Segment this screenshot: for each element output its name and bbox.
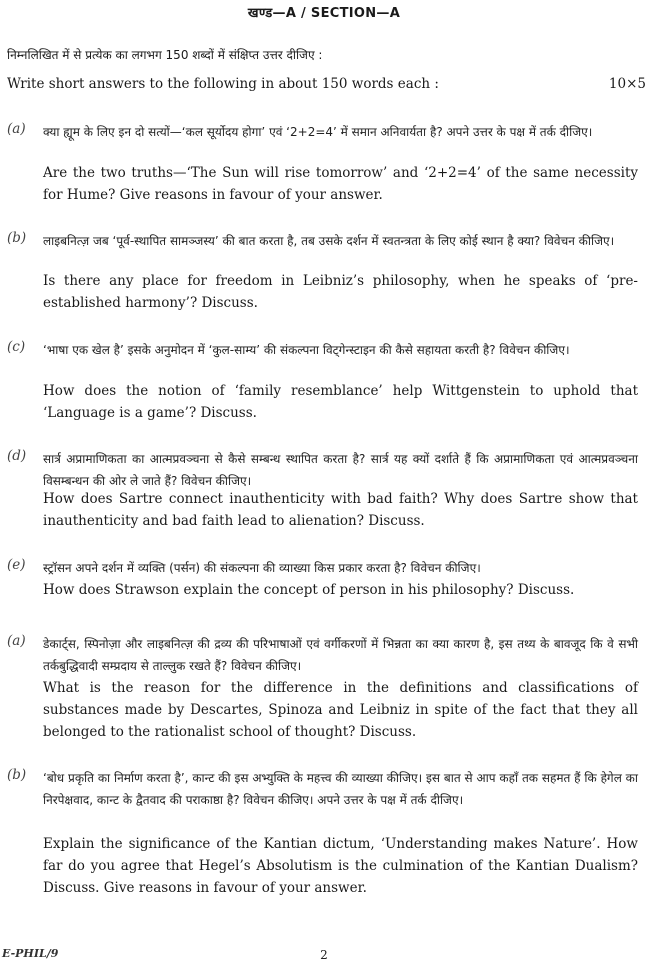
question-text-english: Explain the significance of the Kantian dictum, ‘Understanding makes Nature’. How far do you agree that Hegel’s Absolutism is the culmination of the Kantian Dualism? Discuss. Give reasons in favour of your answer.: [43, 836, 638, 896]
question-label: (a): [7, 121, 26, 137]
instructions-english-text: Write short answers to the following in about 150 words each :: [7, 76, 439, 92]
paper-code: E-PHIL/9: [2, 947, 59, 960]
question-text-english: How does Sartre connect inauthenticity with bad faith? Why does Sartre show that inauthenticity and bad faith lead to alienation? Discuss.: [43, 491, 638, 529]
instructions-hindi: निम्नलिखित में से प्रत्येक का लगभग 150 शब्दों में संक्षिप्त उत्तर दीजिए :: [7, 48, 323, 62]
question-label: (c): [7, 339, 26, 355]
question-text-hindi: ‘बोध प्रकृति का निर्माण करता है’, कान्ट की इस अभ्युक्ति के महत्त्व की व्याख्या कीजिए। इस बात से आप कहाँ तक सहमत हैं कि हेगेल का निरपेक्षवाद, कान्ट के द्वैतवाद की पराकाष्ठा है? विवेचन कीजिए। अपने उत्तर के पक्ष में तर्क दीजिए।: [43, 771, 638, 807]
question-text-english: Is there any place for freedom in Leibniz’s philosophy, when he speaks of ‘pre-established harmony’? Discuss.: [43, 273, 638, 311]
question-text-hindi: डेकार्ट्स, स्पिनोज़ा और लाइबनित्ज़ की द्रव्य की परिभाषाओं एवं वर्गीकरणों में भिन्नता का क्या कारण है, इस तथ्य के बावजूद कि वे सभी तर्कबुद्धिवादी सम्प्रदाय से ताल्लुक रखते हैं? विवेचन कीजिए।: [43, 637, 638, 673]
question-text-english: How does the notion of ‘family resemblance’ help Wittgenstein to uphold that ‘Language is a game’? Discuss.: [43, 383, 638, 421]
instructions-english: [7, 76, 646, 92]
question-label: (d): [7, 448, 27, 464]
question-label: (b): [7, 230, 27, 246]
question-text-english: Are the two truths—‘The Sun will rise tomorrow’ and ‘2+2=4’ of the same necessity for Hume? Give reasons in favour of your answer.: [43, 165, 638, 203]
question-label: (e): [7, 557, 26, 573]
question-text-hindi: सार्त्र अप्रामाणिकता का आत्मप्रवञ्चना से कैसे सम्बन्ध स्थापित करता है? सार्त्र यह क्यों दर्शाते हैं कि अप्रामाणिकता एवं आत्मप्रवञ्चना विसम्बन्धन की ओर ले जाते हैं? विवेचन कीजिए।: [43, 452, 638, 488]
marks-allocation: 10×5: [608, 76, 646, 92]
question-label: (a): [7, 633, 26, 649]
question-text-hindi: ‘भाषा एक खेल है’ इसके अनुमोदन में ‘कुल-साम्य’ की संकल्पना विट्गेन्स्टाइन की कैसे सहायता करती है? विवेचन कीजिए।: [43, 343, 570, 357]
section-heading: खण्ड—A / SECTION—A: [247, 6, 401, 21]
page-number: 2: [320, 948, 328, 962]
question-text-hindi: क्या ह्यूम के लिए इन दो सत्यों—‘कल सूर्योदय होगा’ एवं ‘2+2=4’ में समान अनिवार्यता है? अपने उत्तर के पक्ष में तर्क दीजिए।: [43, 125, 593, 139]
question-text-hindi: लाइबनित्ज़ जब ‘पूर्व-स्थापित सामञ्जस्य’ की बात करता है, तब उसके दर्शन में स्वतन्त्रता के लिए कोई स्थान है क्या? विवेचन कीजिए।: [43, 234, 615, 248]
question-text-hindi: स्ट्रॉसन अपने दर्शन में व्यक्ति (पर्सन) की संकल्पना की व्याख्या किस प्रकार करता है? विवेचन कीजिए।: [43, 561, 481, 575]
question-text-english: How does Strawson explain the concept of person in his philosophy? Discuss.: [43, 582, 575, 598]
question-text-english: What is the reason for the difference in the definitions and classifications of substances made by Descartes, Spinoza and Leibniz in spite of the fact that they all belonged to the rationalist school of thought? Discuss.: [43, 680, 638, 740]
question-label: (b): [7, 767, 27, 783]
